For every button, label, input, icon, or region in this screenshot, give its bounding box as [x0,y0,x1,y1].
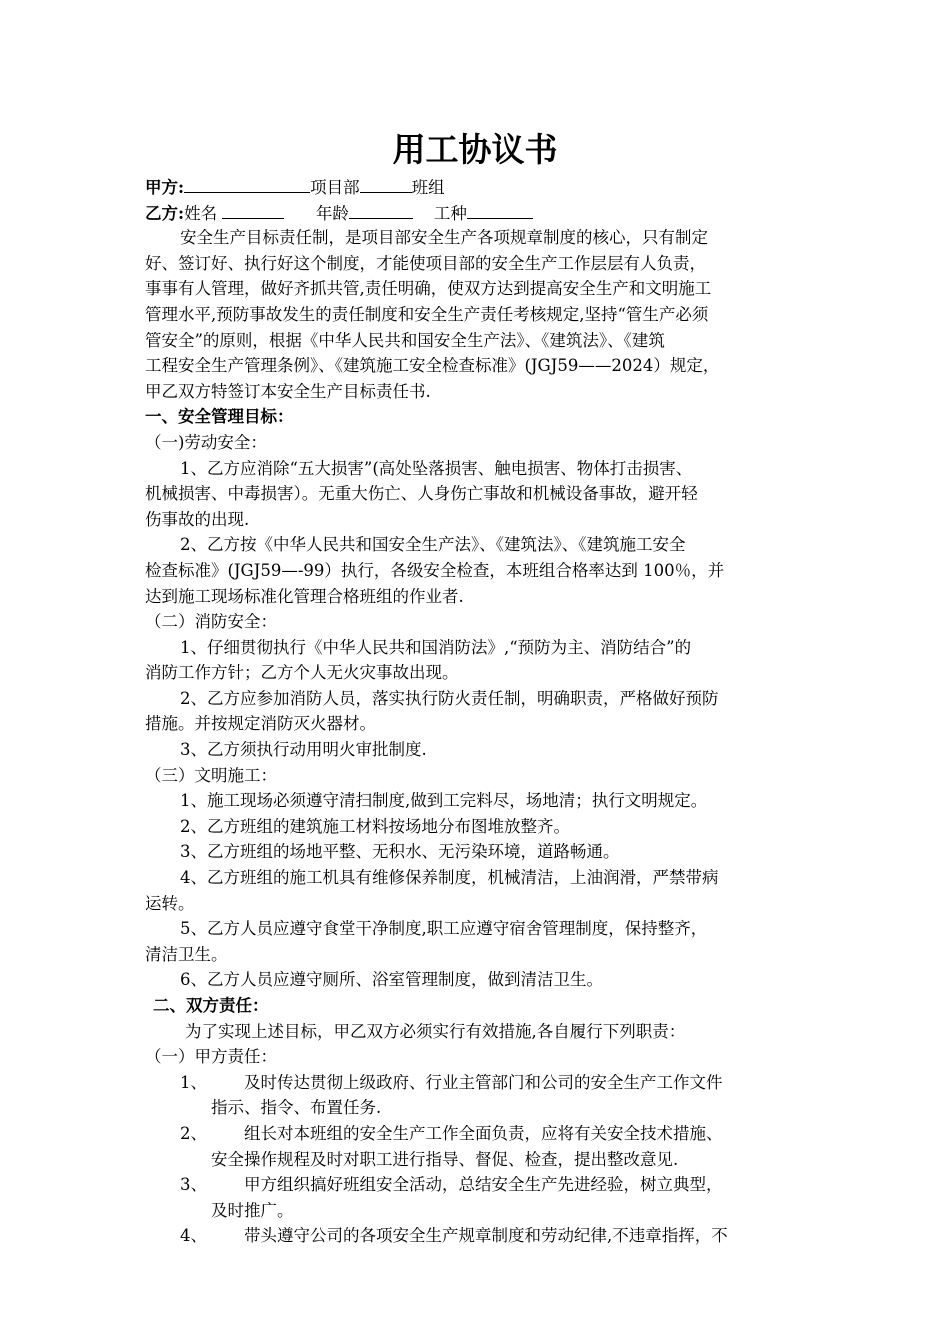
section-intro: 为了实现上述目标，甲乙双方必须实行有效措施,各自履行下列职责： [185,1021,686,1041]
duty-line [145,1070,815,1096]
party-a-blank[interactable] [184,174,310,193]
project-suffix: 项目部 [310,178,360,197]
document-title: 用工协议书 [392,130,558,169]
clause-line: 清洁卫生。 [145,944,228,964]
clause-line: 2、乙方班组的建筑施工材料按场地分布图堆放整齐。 [180,816,570,836]
intro-line: 管理水平,预防事故发生的责任制度和安全生产责任考核规定,坚持“管生产必须 [145,304,709,324]
subsection-heading: （三）文明施工： [145,765,277,785]
party-b-line [145,200,815,226]
intro-line: 工程安全生产管理条例》、《建筑施工安全检查标准》(JGJ59——2024）规定， [145,356,720,376]
clause-line: 3、乙方班组的场地平整、无积水、无污染环境，道路畅通。 [180,842,620,862]
age-label: 年龄 [315,203,349,223]
subsection-heading: （一）甲方责任： [145,1047,277,1067]
duty-number: 2、 [180,1123,207,1143]
clause-line: 运转。 [145,893,195,913]
intro-line: 事事有人管理，做好齐抓共管,责任明确，使双方达到提高安全生产和文明施工 [145,279,712,299]
party-b-label: 乙方: [145,203,185,223]
duty-line [145,1172,815,1198]
clause-line: 5、乙方人员应遵守食堂干净制度,职工应遵守宿舍管理制度，保持整齐， [180,919,708,939]
clause-line: 2、乙方应参加消防人员，落实执行防火责任制，明确职责，严格做好预防 [180,688,719,708]
clause-line: 1、仔细贯彻执行《中华人民共和国消防法》,“预防为主、消防结合”的 [180,637,692,657]
duty-text: 及时传达贯彻上级政府、行业主管部门和公司的安全生产工作文件 [244,1072,723,1092]
duty-line [145,1121,815,1147]
subsection-heading: （二）消防安全： [145,612,277,632]
trade-label: 工种 [433,203,467,223]
party-a-line [145,174,815,200]
duty-text: 甲方组织搞好班组安全活动，总结安全生产先进经验，树立典型， [244,1175,723,1195]
clause-line: 3、乙方须执行动用明火审批制度. [180,740,427,760]
duty-number: 1、 [180,1072,207,1092]
trade-blank[interactable] [467,200,533,219]
clause-line: 2、乙方按《中华人民共和国安全生产法》、《建筑法》、《建筑施工安全 [180,535,686,555]
name-label: 姓名 [184,203,218,223]
clause-line: 伤事故的出现. [145,509,250,529]
clause-line: 消防工作方针；乙方个人无火灾事故出现。 [145,663,459,683]
name-blank[interactable] [222,200,284,219]
intro-line: 甲乙双方特签订本安全生产目标责任书. [145,381,431,401]
clause-line: 达到施工现场标准化管理合格班组的作业者. [145,586,464,606]
age-blank[interactable] [349,200,413,219]
duty-text: 组长对本班组的安全生产工作全面负责，应将有关安全技术措施、 [244,1123,723,1143]
duty-line [145,1223,815,1249]
clause-line: 1、乙方应消除“五大损害”(高处坠落损害、触电损害、物体打击损害、 [180,458,693,478]
clause-line: 1、施工现场必须遵守清扫制度,做到工完料尽，场地清；执行文明规定。 [180,791,708,811]
clause-line: 措施。并按规定消防灭火器材。 [145,714,376,734]
section-heading: 二、双方责任： [153,996,269,1015]
duty-line: 指示、指令、布置任务. [211,1098,382,1118]
subsection-heading: （一)劳动安全： [145,432,267,452]
party-a-label: 甲方: [145,178,185,197]
duty-text: 带头遵守公司的各项安全生产规章制度和劳动纪律,不违章指挥，不 [244,1226,728,1246]
duty-number: 4、 [180,1226,207,1246]
section-heading: 一、安全管理目标： [145,407,294,427]
duty-line: 安全操作规程及时对职工进行指导、督促、检查，提出整改意见. [211,1149,679,1169]
clause-line: 检查标准》(JGJ59—-99）执行，各级安全检查，本班组合格率达到 100％，并 [145,560,725,580]
team-suffix: 班组 [411,178,445,197]
project-blank[interactable] [360,174,412,193]
duty-line: 及时推广。 [211,1200,294,1220]
clause-line: 4、乙方班组的施工机具有维修保养制度，机械清洁，上油润滑，严禁带病 [180,868,719,888]
intro-line: 好、签订好、执行好这个制度，才能使项目部的安全生产工作层层有人负责， [145,253,706,273]
intro-line: 安全生产目标责任制，是项目部安全生产各项规章制度的核心，只有制定 [180,228,708,248]
intro-line: 管安全”的原则，根据《中华人民共和国安全生产法》、《建筑法》、《建筑 [145,330,665,350]
clause-line: 6、乙方人员应遵守厕所、浴室管理制度，做到清洁卫生。 [180,970,603,990]
document-body [145,174,815,1249]
clause-line: 机械损害、中毒损害）。无重大伤亡、人身伤亡事故和机械设备事故，避开轻 [145,484,698,504]
duty-number: 3、 [180,1175,207,1195]
